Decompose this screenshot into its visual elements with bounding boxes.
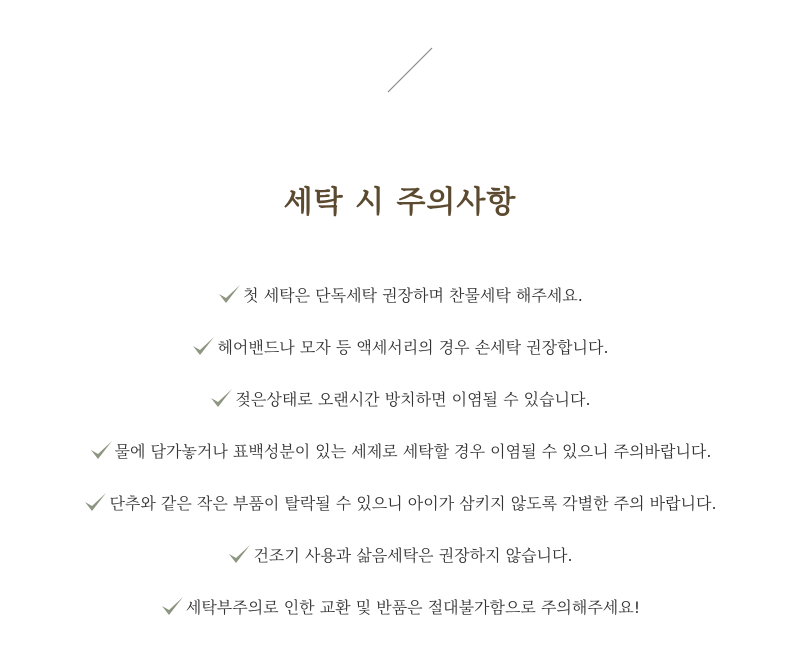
check-icon: [217, 282, 241, 306]
notice-text: 헤어밴드나 모자 등 액세서리의 경우 손세탁 권장합니다.: [217, 338, 609, 357]
diagonal-line-icon: [384, 44, 436, 96]
notice-item: [0, 322, 800, 374]
notice-text: 건조기 사용과 삶음세탁은 권장하지 않습니다.: [253, 546, 573, 565]
notice-item: [0, 530, 800, 582]
section-title: 세탁 시 주의사항: [283, 185, 517, 221]
check-icon: [160, 594, 184, 618]
notice-item: [0, 374, 800, 426]
notice-text: 물에 담가놓거나 표백성분이 있는 세제로 세탁할 경우 이염될 수 있으니 주의바랍니다.: [114, 442, 712, 461]
check-icon: [89, 438, 113, 462]
notice-text: 단추와 같은 작은 부품이 탈락될 수 있으니 아이가 삼키지 않도록 각별한 주의 바랍니다.: [109, 494, 717, 513]
check-icon: [191, 334, 215, 358]
care-notice-list: [0, 270, 800, 634]
notice-text: 세탁부주의로 인한 교환 및 반품은 절대불가함으로 주의해주세요!: [185, 598, 641, 617]
check-icon: [83, 490, 107, 514]
notice-item: [0, 270, 800, 322]
check-icon: [209, 386, 233, 410]
notice-text: 젖은상태로 오랜시간 방치하면 이염될 수 있습니다.: [235, 390, 591, 409]
notice-item: [0, 478, 800, 530]
notice-text: 첫 세탁은 단독세탁 권장하며 찬물세탁 해주세요.: [243, 286, 583, 305]
notice-item: [0, 426, 800, 478]
check-icon: [227, 542, 251, 566]
notice-item: [0, 582, 800, 634]
